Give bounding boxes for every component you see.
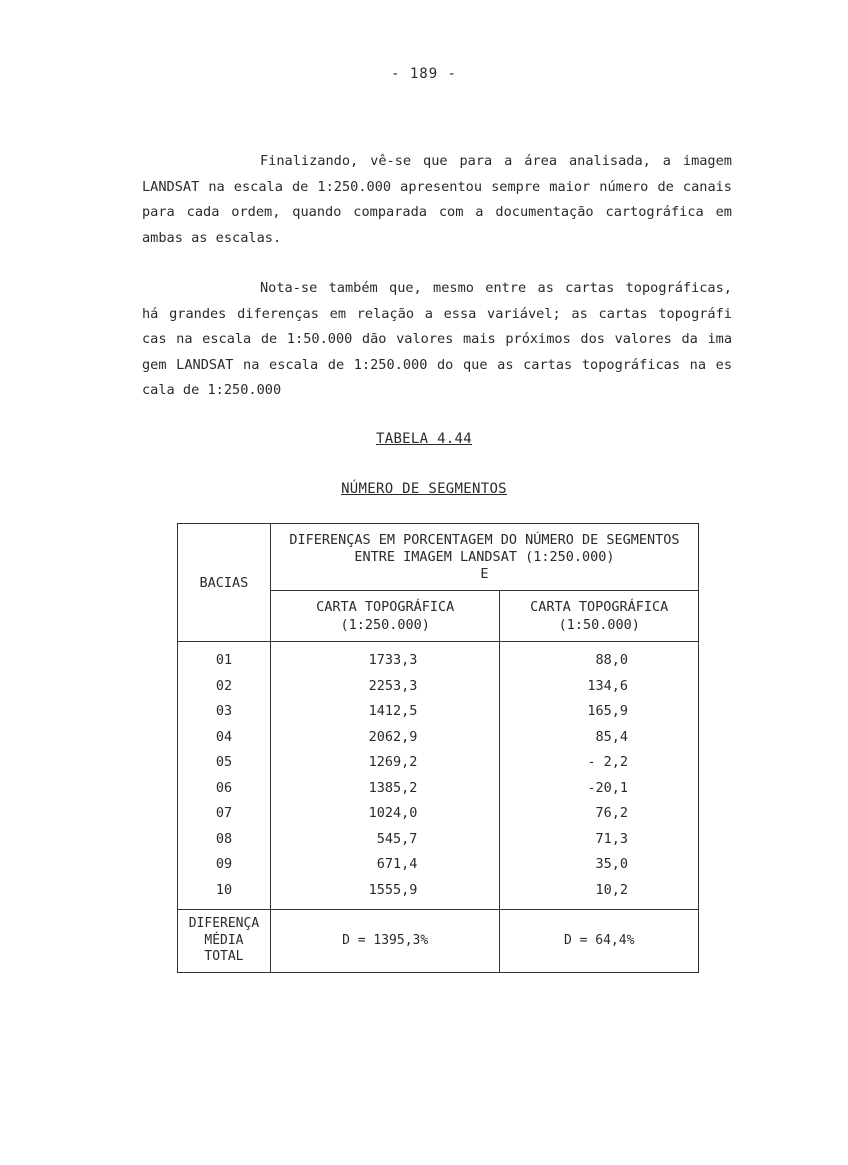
column-carta-50000 <box>500 642 699 910</box>
table-cell: 76,2 <box>595 805 628 821</box>
table-cell: 09 <box>215 856 233 872</box>
table-cell: 1412,5 <box>368 703 418 719</box>
table-cell: 1385,2 <box>368 779 418 796</box>
table-cell: 10,2 <box>595 881 628 898</box>
table-cell: 35,0 <box>595 856 628 872</box>
text-line: cala de 1:250.000 <box>142 382 282 398</box>
text-line: gem LANDSAT na escala de 1:250.000 do que as cartas topográficas na es <box>142 356 732 373</box>
column-carta-250000 <box>270 642 500 910</box>
table-subtitle: NÚMERO DE SEGMENTOS <box>341 481 507 497</box>
table-cell: 1024,0 <box>368 805 418 821</box>
table-cell: 1733,3 <box>368 652 418 668</box>
table-cell: 545,7 <box>376 830 418 847</box>
footer-mean-50000: D = 64,4% <box>500 910 699 973</box>
table-title: TABELA 4.44 <box>375 431 473 447</box>
table-cell: 10 <box>215 881 233 898</box>
table-cell: 02 <box>215 677 233 694</box>
table-cell: 05 <box>215 754 233 770</box>
text-line: há grandes diferenças em relação a essa variável; as cartas topográfi <box>142 305 732 322</box>
table-cell: 1269,2 <box>368 754 418 770</box>
header-carta-50000: CARTA TOPOGRÁFICA (1:50.000) <box>500 591 699 642</box>
table-cell: 01 <box>215 652 233 668</box>
table-cell: 08 <box>215 830 233 847</box>
text-line: Finalizando, vê-se que para a área analisada, a imagem <box>260 153 732 169</box>
header-group: DIFERENÇAS EM PORCENTAGEM DO NÚMERO DE SEGMENTOS ENTRE IMAGEM LANDSAT (1:250.000) E <box>270 524 698 591</box>
table-cell: 165,9 <box>587 703 628 719</box>
paragraph-comparison <box>142 276 732 404</box>
page-number: - 189 - <box>390 66 457 82</box>
table-cell: 03 <box>215 703 233 719</box>
table-cell: 04 <box>215 728 233 745</box>
text-line: Nota-se também que, mesmo entre as cartas topográficas, <box>260 280 732 296</box>
table-cell: 85,4 <box>595 728 628 745</box>
text-line: ambas as escalas. <box>142 229 282 246</box>
table-cell: 2253,3 <box>368 677 418 694</box>
column-bacias <box>178 642 271 910</box>
header-bacias: BACIAS <box>178 524 271 642</box>
header-carta-250000: CARTA TOPOGRÁFICA (1:250.000) <box>270 591 500 642</box>
segments-table <box>177 523 699 973</box>
table-cell: 2062,9 <box>368 728 418 745</box>
table-cell: -20,1 <box>587 779 628 796</box>
footer-label: DIFERENÇA MÉDIA TOTAL <box>178 910 271 973</box>
paragraph-conclusion <box>142 149 732 251</box>
text-line: LANDSAT na escala de 1:250.000 apresentou sempre maior número de canais <box>142 178 732 195</box>
text-line: cas na escala de 1:50.000 dão valores mais próximos dos valores da ima <box>142 331 732 347</box>
table-cell: 71,3 <box>595 830 628 847</box>
table-cell: 06 <box>215 779 233 796</box>
table-cell: 07 <box>215 805 233 821</box>
table-cell: - 2,2 <box>587 754 628 770</box>
table-cell: 134,6 <box>587 677 628 694</box>
footer-mean-250000: D = 1395,3% <box>270 910 500 973</box>
table-cell: 671,4 <box>376 856 418 872</box>
table-cell: 1555,9 <box>368 881 418 898</box>
table-cell: 88,0 <box>595 652 628 668</box>
text-line: para cada ordem, quando comparada com a documentação cartográfica em <box>142 204 732 220</box>
